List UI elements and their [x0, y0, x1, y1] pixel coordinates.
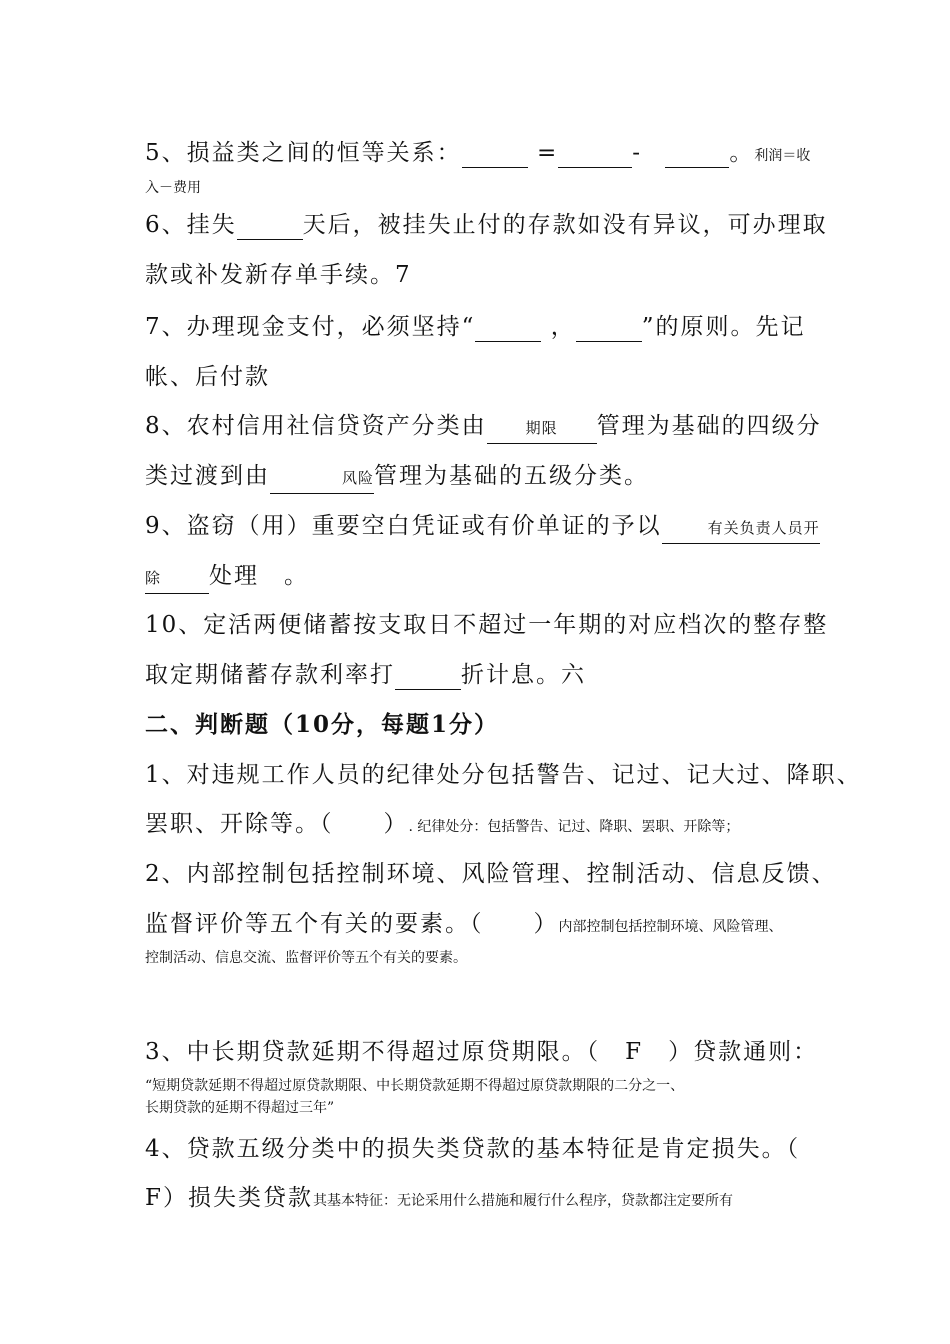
question-6: 6、挂失 天后，被挂失止付的存款如没有异议，可办理取 [145, 212, 828, 238]
answer-risk: 风险 [270, 463, 374, 494]
blank [665, 145, 729, 168]
question-10: 10、定活两便储蓄按支取日不超过一年期的对应档次的整存整 [145, 612, 829, 638]
answer-term: 期限 [487, 413, 597, 444]
question-7-line2: 帐、后付款 [145, 364, 270, 390]
question-7: 7、办理现金支付，必须坚持“ ， ”的原则。先记 [145, 314, 806, 340]
section-heading-judgement: 二、判断题（10分，每题1分） [145, 711, 500, 738]
judgement-1: 1、对违规工作人员的纪律处分包括警告、记过、记大过、降职、 [145, 762, 862, 788]
blank [576, 319, 642, 342]
question-5-note: 入－费用 [145, 180, 201, 196]
answer-dismissal: 有关负责人员开 [662, 513, 820, 544]
judgement-2: 2、内部控制包括控制环境、风险管理、控制活动、信息反馈、 [145, 861, 837, 887]
judgement-3-note-2: 长期贷款的延期不得超过三年” [145, 1100, 335, 1116]
question-5: 5、损益类之间的恒等关系： = - 。利润＝收 [145, 140, 811, 166]
judgement-2-note: 控制活动、信息交流、监督评价等五个有关的要素。 [145, 950, 467, 966]
blank [237, 217, 303, 240]
judgement-1-line2: 罢职、开除等。（ ）. 纪律处分：包括警告、记过、降职、罢职、开除等； [145, 811, 740, 837]
blank [558, 145, 632, 168]
judgement-4: 4、贷款五级分类中的损失类贷款的基本特征是肯定损失。（ [145, 1136, 801, 1162]
blank [395, 667, 461, 690]
blank [475, 319, 541, 342]
blank [462, 145, 528, 168]
question-10-line2: 取定期储蓄存款利率打 折计息。六 [145, 662, 586, 688]
judgement-3-note-1: “短期贷款延期不得超过原贷款期限、中长期贷款延期不得超过原贷款期限的二分之一、 [145, 1078, 685, 1094]
question-9-line2: 除 处理 。 [145, 561, 309, 594]
question-8-line2: 类过渡到由 风险管理为基础的五级分类。 [145, 461, 649, 494]
question-9: 9、盗窃（用）重要空白凭证或有价单证的予以 有关负责人员开 [145, 511, 820, 544]
question-6-line2: 款或补发新存单手续。7 [145, 262, 412, 288]
judgement-4-line2: F）损失类贷款其基本特征：无论采用什么措施和履行什么程序，贷款都注定要所有 [145, 1185, 733, 1211]
judgement-3: 3、中长期贷款延期不得超过原贷期限。（ F ）贷款通则： [145, 1039, 819, 1065]
judgement-2-line2: 监督评价等五个有关的要素。（ ）内部控制包括控制环境、风险管理、 [145, 911, 783, 937]
question-8: 8、农村信用社信贷资产分类由 期限 管理为基础的四级分 [145, 411, 822, 444]
